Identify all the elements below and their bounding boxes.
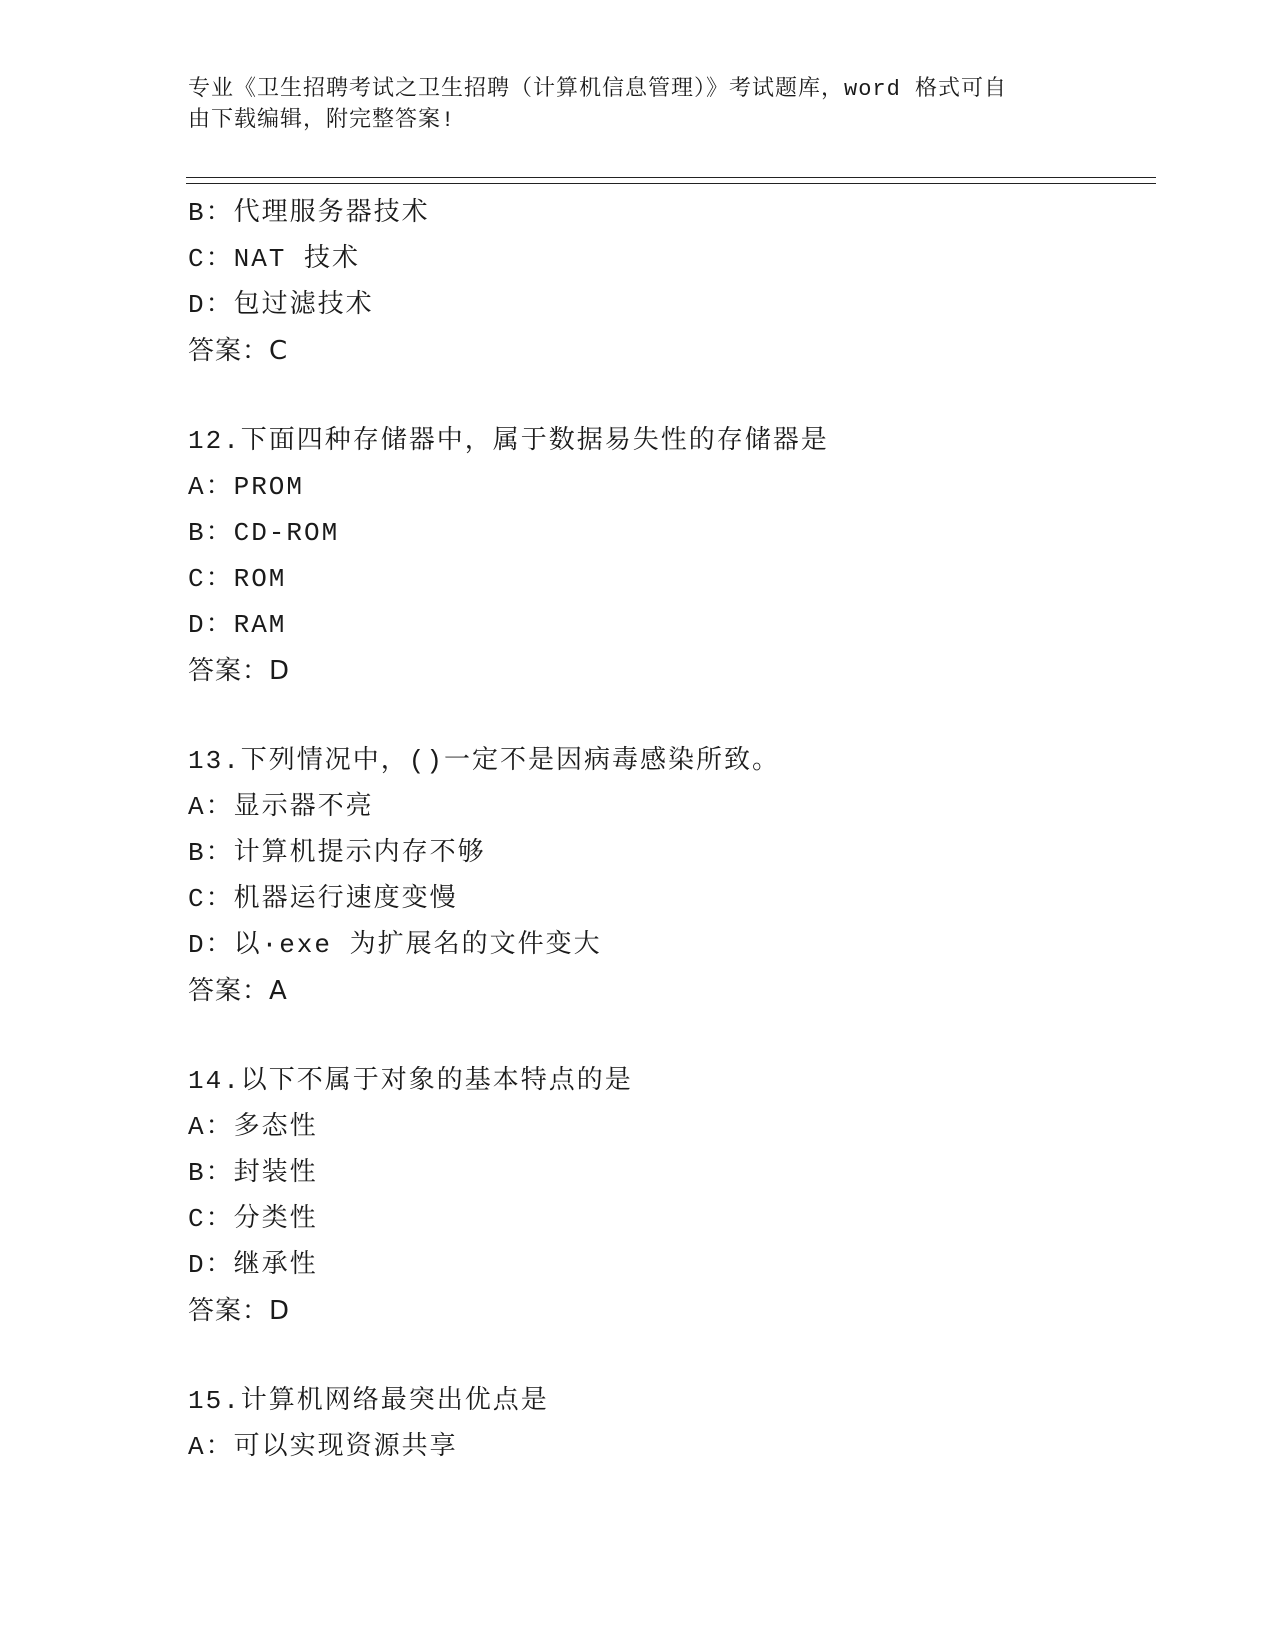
question-block-14: [188, 1058, 1148, 1334]
answer-line: 答案：C: [188, 336, 289, 366]
spacer: [188, 694, 1148, 738]
option-c: C：机器运行速度变慢: [188, 884, 458, 914]
question-title: 12.下面四种存储器中，属于数据易失性的存储器是: [188, 426, 829, 456]
option-d: D：以·exe 为扩展名的文件变大: [188, 930, 602, 960]
answer-line: 答案：D: [188, 656, 291, 686]
option-d: D：包过滤技术: [188, 290, 374, 320]
question-block-15: [188, 1378, 1148, 1470]
option-a: A：显示器不亮: [188, 792, 374, 822]
question-block-11: [188, 190, 1148, 374]
spacer: [188, 1014, 1148, 1058]
spacer: [188, 374, 1148, 418]
option-a: A：可以实现资源共享: [188, 1432, 458, 1462]
option-b: B：封装性: [188, 1158, 318, 1188]
document-header: [188, 74, 1088, 136]
answer-line: 答案：D: [188, 1296, 291, 1326]
spacer: [188, 1334, 1148, 1378]
header-divider-bottom: [186, 183, 1156, 184]
option-a: A：多态性: [188, 1112, 318, 1142]
option-d: D：RAM: [188, 610, 287, 640]
question-title: 13.下列情况中，()一定不是因病毒感染所致。: [188, 746, 781, 776]
option-c: C：分类性: [188, 1204, 318, 1234]
question-title: 14.以下不属于对象的基本特点的是: [188, 1066, 633, 1096]
option-b: B：代理服务器技术: [188, 198, 430, 228]
header-divider-top: [186, 177, 1156, 178]
question-block-12: [188, 418, 1148, 694]
header-line-2: 由下载编辑，附完整答案!: [188, 108, 456, 133]
question-list: [188, 190, 1148, 1470]
option-c: C：NAT 技术: [188, 244, 361, 274]
option-d: D：继承性: [188, 1250, 318, 1280]
question-block-13: [188, 738, 1148, 1014]
header-line-1: 专业《卫生招聘考试之卫生招聘（计算机信息管理）》考试题库，word 格式可自: [188, 77, 1008, 102]
question-title: 15.计算机网络最突出优点是: [188, 1386, 549, 1416]
option-b: B：CD-ROM: [188, 518, 340, 548]
answer-line: 答案：A: [188, 976, 288, 1006]
option-a: A：PROM: [188, 472, 305, 502]
option-c: C：ROM: [188, 564, 287, 594]
option-b: B：计算机提示内存不够: [188, 838, 486, 868]
